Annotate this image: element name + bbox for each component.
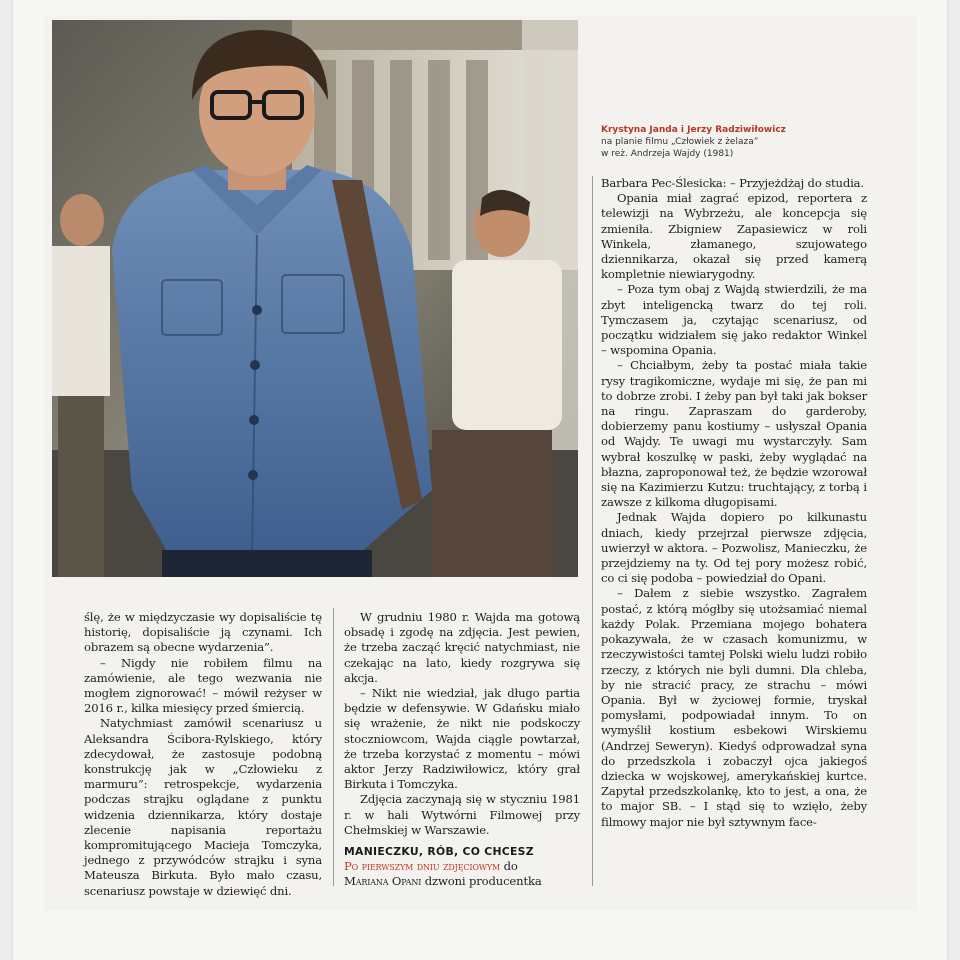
text-column-3 bbox=[601, 176, 867, 830]
column-divider bbox=[592, 176, 593, 886]
name-small-caps: Mariana Opani bbox=[344, 874, 422, 889]
paragraph-rest: dzwoni producentka bbox=[421, 874, 542, 889]
paragraph: – Dałem z siebie wszystko. Zagrałem postać, z którą mógłby się utożsamiać niemal każdy Polak. Przemiana mojego bohatera pokazywała, że w czasach komunizmu, w rzeczywistości tamtej Polski wielu ludzi robiło rzeczy, z których nie byli dumni. Dla chleba, by nie stracić pracy, ze strachu – mówi Opania. Był w życiowej formie, tryskał pomysłami, podpowiadał innym. To on wymyślił kostium esbekowi Wirskiemu (Andrzej Seweryn). Kiedyś odprowadzał syna do przedszkola i zobaczył ojca jakiegoś dziecka w wojskowej, amerykańskiej kurtce. Zapytał przedszkolankę, kto to jest, a ona, że to major SB. – I stąd się to wzięło, żeby filmowy major nie był sztywnym face- bbox=[601, 586, 867, 829]
paragraph: W grudniu 1980 r. Wajda ma gotową obsadę i zgodę na zdjęcia. Jest pewien, że trzeba zacząć kręcić natychmiast, nie czekając na lato, kiedy rozgrywa się akcja. bbox=[344, 610, 580, 685]
photo-caption bbox=[601, 124, 871, 160]
column-divider bbox=[333, 608, 334, 886]
section-subheading: MANIECZKU, RÓB, CO CHCESZ bbox=[344, 845, 534, 859]
paragraph: – Nigdy nie robiłem filmu na zamówienie, ale tego wezwania nie mogłem zignorować! – mówił reżyser w 2016 r., kilka miesięcy przed śmiercią. bbox=[84, 655, 322, 716]
paragraph: Opania miał zagrać epizod, reportera z telewizji na Wybrzeżu, ale koncepcja się zmieniła. Zbigniew Zapasiewicz w roli Winkela, złamanego, szujowatego dziennikarza, okazał się przed kamerą kompletnie niewiarygodny. bbox=[601, 191, 867, 282]
lead-in-red: Po pierwszym dniu zdjęciowym bbox=[344, 859, 501, 874]
paragraph: – Nikt nie wiedział, jak długo partia będzie w defensywie. W Gdańsku miało się wrażenie, że nikt nie podskoczy stoczniowcom, Wajda ciągle powtarzał, że trzeba korzystać z momentu – mówi aktor Jerzy Radziwiłowicz, który grał Birkuta i Tomczyka. bbox=[344, 686, 580, 792]
text-column-2 bbox=[344, 610, 580, 890]
paragraph: Jednak Wajda dopiero po kilkunastu dniach, kiedy przejrzał pierwsze zdjęcia, uwierzył w aktora. – Pozwolisz, Manieczku, że przejdziemy na ty. Od tej pory możesz robić, co ci się podoba – powiedział do Opani. bbox=[601, 510, 867, 586]
paragraph-continued bbox=[344, 874, 580, 889]
film-still-photo bbox=[52, 20, 578, 577]
paragraph: – Poza tym obaj z Wajdą stwierdzili, że ma zbyt inteligencką twarz do tej roli. Tymczasem ja, czytając scenariusz, od początku widziałem się jako redaktor Winkel – wspomina Opania. bbox=[601, 282, 867, 358]
caption-line-film: na planie filmu „Człowiek z żelaza” bbox=[601, 137, 759, 147]
caption-line-director: w reż. Andrzeja Wajdy (1981) bbox=[601, 149, 734, 159]
lead-in-rest: do bbox=[500, 859, 518, 874]
photo-illustration bbox=[52, 20, 578, 577]
paragraph: Natychmiast zamówił scenariusz u Aleksandra Ścibora-Rylskiego, który zdecydował, że zastosuje podobną konstrukcję jak w „Człowieku z marmuru”: retrospekcje, wydarzenia podczas strajku oglądane z punktu widzenia dziennikarza, który dostaje zlecenie napisania reportażu kompromitującego Macieja Tomczyka, jednego z przywódców strajku i syna Mateusza Birkuta. Było mało czasu, scenariusz powstaje w dziewięć dni. bbox=[84, 716, 322, 898]
paragraph: ślę, że w międzyczasie wy dopisaliście tę historię, dopisaliście ją czynami. Ich obrazem są obecne wydarzenia”. bbox=[84, 610, 322, 655]
lead-paragraph bbox=[344, 859, 580, 874]
paragraph: Barbara Pec-Ślesicka: – Przyjeżdżaj do studia. bbox=[601, 176, 864, 190]
text-column-1 bbox=[84, 610, 322, 899]
caption-names: Krystyna Janda i Jerzy Radziwiłowicz bbox=[601, 125, 786, 135]
paragraph: Zdjęcia zaczynają się w styczniu 1981 r. w hali Wytwórni Filmowej przy Chełmskiej w Warszawie. bbox=[344, 792, 580, 837]
paragraph: – Chciałbym, żeby ta postać miała takie rysy tragikomiczne, wydaje mi się, że pan mi to dobrze zrobi. I żeby pan był taki jak bokser na ringu. Zapraszam do garderoby, dobierzemy panu kostiumy – usłyszał Opania od Wajdy. Te uwagi mu wystarczyły. Sam wybrał koszulkę w paski, żeby wyglądać na błazna, zaproponował też, że będzie wzorował się na Kazimierzu Kutzu: truchtający, z torbą i zawsze z kilkoma długopisami. bbox=[601, 358, 867, 510]
